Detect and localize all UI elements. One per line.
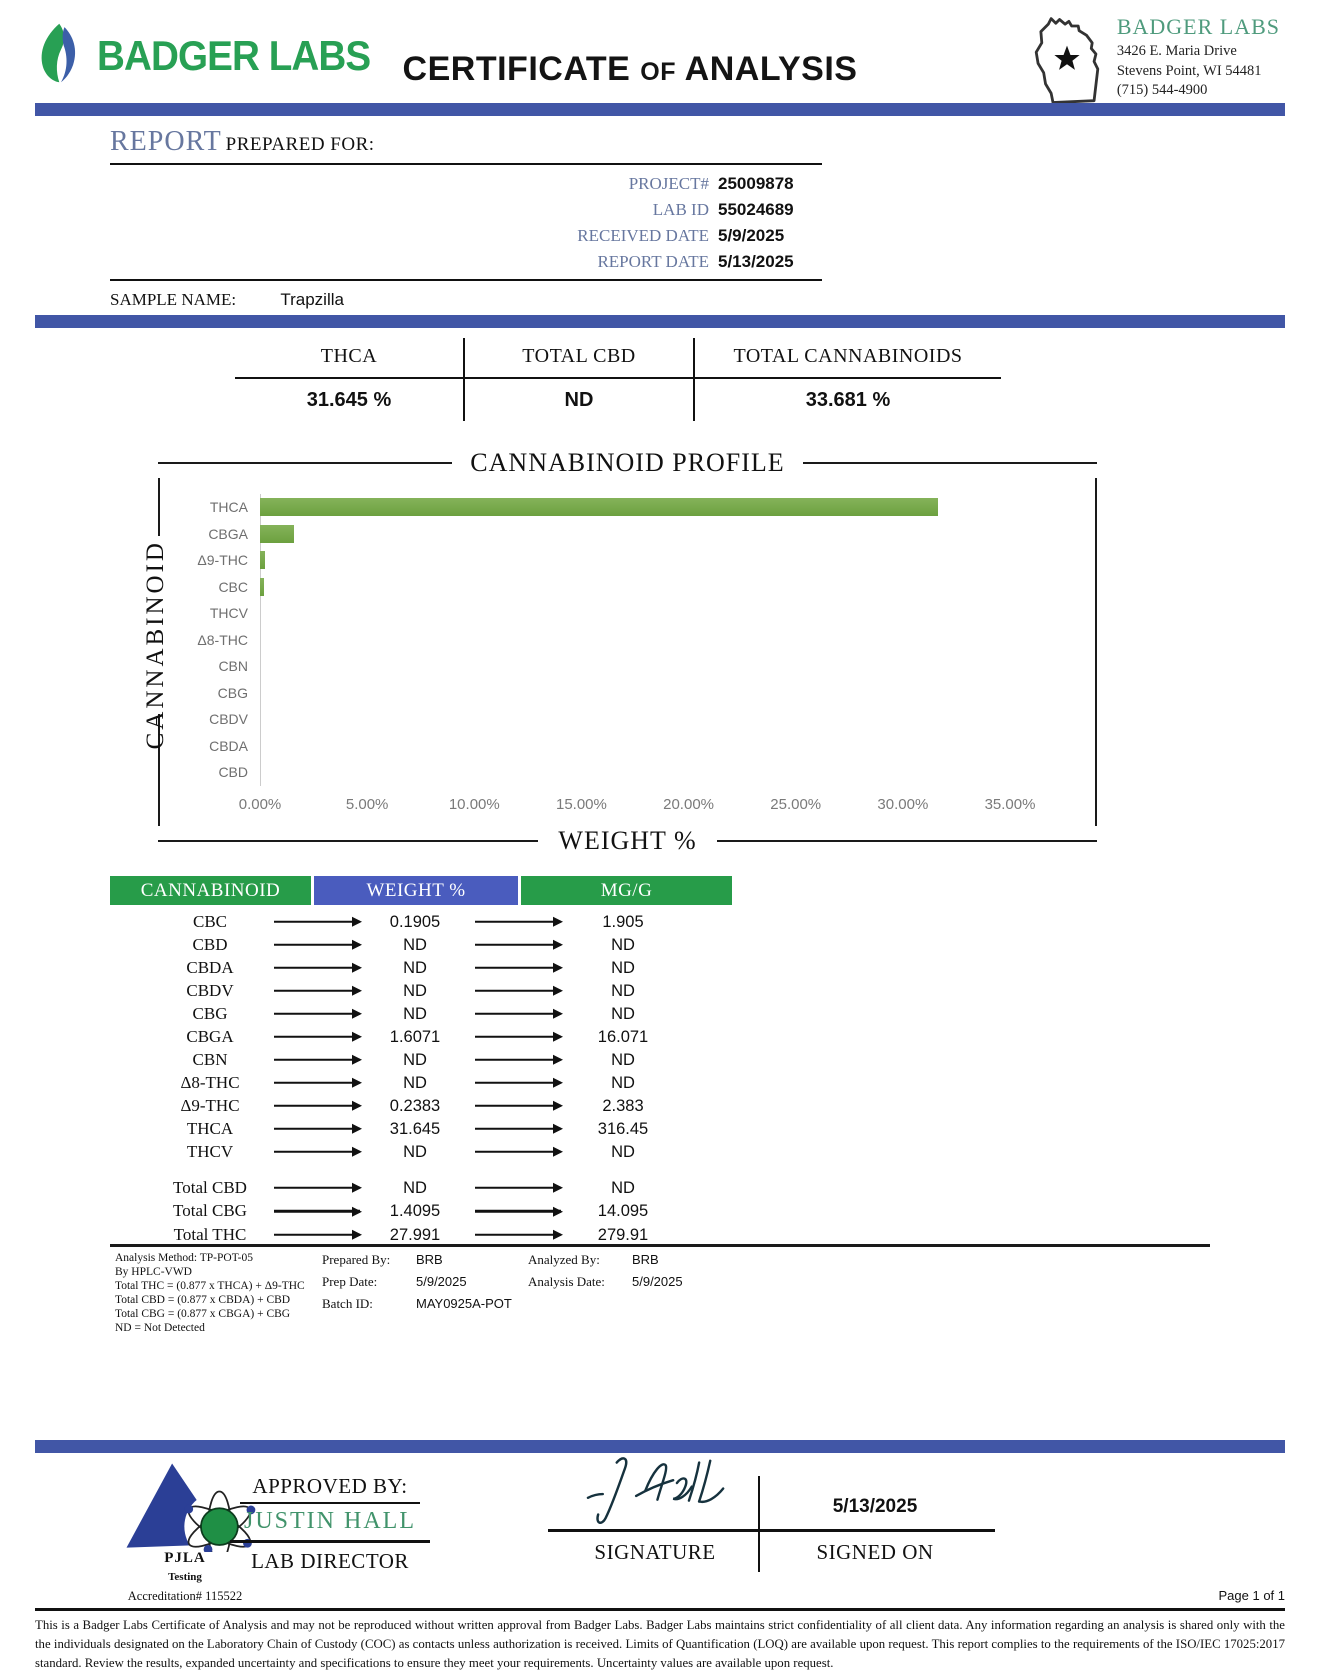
mg-per-g-value: 2.383	[602, 1096, 644, 1115]
pjla-accreditation-number: Accreditation# 115522	[127, 1589, 243, 1603]
lab-phone: (715) 544-4900	[1116, 82, 1208, 99]
footnote-value: BRB	[632, 1252, 659, 1267]
chart-category-label: CBG	[217, 684, 248, 701]
chart-y-axis-label: CANNABINOID	[142, 540, 169, 750]
results-table-header	[110, 876, 732, 905]
arrow-right-icon	[475, 989, 561, 992]
chart-category-label: CBN	[218, 658, 248, 675]
chart-plot-area	[158, 494, 1095, 786]
divider-band-middle	[35, 315, 1285, 328]
divider-band-top	[35, 103, 1285, 116]
arrow-right-icon	[475, 1081, 561, 1084]
mg-per-g-value: ND	[611, 1142, 635, 1161]
results-row	[110, 1025, 732, 1048]
chart-bar-track	[260, 547, 1010, 574]
results-header-cell: MG/G	[521, 876, 732, 905]
wisconsin-state-icon	[1025, 14, 1109, 114]
arrow-right-icon	[274, 1012, 360, 1015]
chart-bar-track	[260, 759, 1010, 786]
results-header-cell: CANNABINOID	[110, 876, 311, 905]
method-note-line: By HPLC-VWD	[115, 1266, 192, 1278]
footnote-label: Analyzed By:	[528, 1252, 600, 1267]
lab-name: BADGER LABS	[1116, 14, 1280, 39]
lab-address-line1: 3426 E. Maria Drive	[1116, 43, 1237, 59]
results-row	[110, 1071, 732, 1094]
method-note-line: Total THC = (0.877 x THCA) + Δ9-THC	[115, 1280, 305, 1292]
results-table-totals	[110, 1176, 732, 1247]
lab-address-line2: Stevens Point, WI 54481	[1116, 62, 1262, 79]
cannabinoid-name: CBD	[192, 934, 228, 954]
mg-per-g-value: 14.095	[597, 1202, 649, 1221]
cannabinoid-name: Total CBG	[173, 1201, 247, 1221]
arrow-right-icon	[475, 1150, 561, 1153]
arrow-right-icon	[475, 1104, 561, 1107]
cannabinoid-name: Total CBD	[173, 1177, 247, 1197]
chart-x-tick: 5.00%	[345, 795, 389, 813]
cannabinoid-name: CBDA	[186, 957, 234, 977]
weight-percent-value: ND	[403, 1142, 427, 1161]
mg-per-g-value: ND	[611, 1178, 635, 1197]
arrow-right-icon	[475, 943, 561, 946]
results-row	[110, 933, 732, 956]
results-row	[110, 1140, 732, 1163]
signature-line	[548, 1529, 995, 1532]
arrow-right-icon	[274, 1058, 360, 1061]
results-row	[110, 910, 732, 933]
meta-value: 5/13/2025	[718, 252, 794, 271]
potency-summary	[235, 338, 1001, 421]
chart-bar-row	[158, 521, 1095, 548]
report-meta-row	[110, 171, 822, 197]
chart-x-tick: 15.00%	[555, 795, 607, 813]
chart-category-label: CBGA	[208, 525, 248, 542]
footnote-row	[528, 1252, 683, 1274]
mg-per-g-value: ND	[611, 935, 635, 954]
results-row	[110, 979, 732, 1002]
approved-by-label: APPROVED BY:	[240, 1474, 419, 1504]
results-total-row	[110, 1200, 732, 1224]
approved-by-block	[230, 1474, 430, 1574]
summary-header: TOTAL CANNABINOIDS	[695, 338, 1001, 379]
chart-x-tick: 30.00%	[877, 795, 929, 813]
sample-name-row	[110, 290, 822, 310]
chart-bar-row	[158, 494, 1095, 521]
weight-percent-value: ND	[403, 1050, 427, 1069]
chart-bar-track	[260, 706, 1010, 733]
weight-percent-value: ND	[403, 935, 427, 954]
arrow-right-icon	[475, 1012, 561, 1015]
signature-icon	[575, 1448, 751, 1535]
meta-value: 5/9/2025	[718, 226, 785, 245]
results-row	[110, 956, 732, 979]
report-block	[110, 126, 822, 310]
method-note-line: Total CBD = (0.877 x CBDA) + CBD	[115, 1294, 291, 1306]
method-note-line: Total CBG = (0.877 x CBGA) + CBG	[115, 1308, 291, 1320]
chart-x-tick: 0.00%	[238, 795, 282, 813]
chart-bar-track	[260, 600, 1010, 627]
arrow-right-icon	[274, 1187, 360, 1190]
weight-percent-value: ND	[403, 981, 427, 1000]
results-row	[110, 1048, 732, 1071]
chart-x-tick: 10.00%	[448, 795, 500, 813]
signed-on-label: SIGNED ON	[816, 1540, 934, 1564]
chart-bar-row	[158, 574, 1095, 601]
arrow-right-icon	[274, 1035, 360, 1038]
footnote-label: Prep Date:	[322, 1274, 378, 1289]
footnote-value: MAY0925A-POT	[416, 1296, 512, 1311]
chart-category-label: THCA	[209, 499, 248, 516]
results-total-row	[110, 1176, 732, 1200]
chart-x-axis-ticks	[238, 790, 1036, 820]
footnote-row	[528, 1274, 683, 1296]
weight-percent-value: 27.991	[389, 1225, 441, 1244]
arrow-right-icon	[475, 1210, 561, 1213]
arrow-right-icon	[475, 1035, 561, 1038]
cannabinoid-profile-chart	[142, 448, 1097, 856]
footnote-label: Prepared By:	[322, 1252, 391, 1267]
cannabinoid-name: CBN	[192, 1049, 228, 1069]
meta-label: REPORT DATE	[597, 252, 709, 271]
chart-bar-row	[158, 680, 1095, 707]
weight-percent-value: 1.6071	[389, 1027, 441, 1046]
chart-category-label: Δ8-THC	[197, 631, 248, 648]
summary-value: ND	[564, 389, 594, 411]
chart-category-label: CBC	[218, 578, 248, 595]
footer-divider-line	[35, 1608, 1285, 1611]
report-meta-row	[110, 223, 822, 249]
page-title: CERTIFICATE OF ANALYSIS	[402, 50, 858, 88]
chart-category-label: THCV	[209, 605, 248, 622]
weight-percent-value: ND	[403, 1178, 427, 1197]
mg-per-g-value: 1.905	[602, 912, 644, 931]
chart-x-tick: 35.00%	[984, 795, 1036, 813]
logo-text: BADGER LABS	[97, 31, 371, 79]
results-table-endline	[110, 1244, 1210, 1247]
mg-per-g-value: ND	[611, 1050, 635, 1069]
chart-bar-row	[158, 706, 1095, 733]
analyzed-by-block	[528, 1252, 683, 1296]
arrow-right-icon	[475, 1058, 561, 1061]
weight-percent-value: 0.1905	[389, 912, 441, 931]
meta-label: RECEIVED DATE	[577, 226, 709, 245]
cannabinoid-name: Δ9-THC	[180, 1095, 240, 1115]
footnote-value: 5/9/2025	[416, 1274, 467, 1289]
analysis-method-notes	[115, 1251, 305, 1335]
badger-labs-logo	[35, 22, 394, 89]
arrow-right-icon	[274, 1081, 360, 1084]
results-row	[110, 1002, 732, 1025]
arrow-right-icon	[274, 1127, 360, 1130]
results-table-rows	[110, 910, 732, 1163]
chart-bar-row	[158, 733, 1095, 760]
chart-category-label: CBDV	[209, 711, 248, 728]
report-meta-row	[110, 197, 822, 223]
chart-category-label: Δ9-THC	[197, 552, 248, 569]
method-note-line: ND = Not Detected	[115, 1322, 205, 1334]
mg-per-g-value: ND	[611, 958, 635, 977]
footnote-label: Batch ID:	[322, 1296, 373, 1311]
chart-bar-track	[260, 574, 1010, 601]
chart-bar	[260, 578, 264, 596]
approver-name: JUSTIN HALL	[230, 1508, 430, 1543]
summary-column	[235, 338, 463, 421]
chart-bar-row	[158, 653, 1095, 680]
arrow-right-icon	[274, 1104, 360, 1107]
meta-label: LAB ID	[652, 200, 709, 219]
chart-bar-track	[260, 680, 1010, 707]
results-row	[110, 1117, 732, 1140]
footer-disclaimer: This is a Badger Labs Certificate of Analysis and may not be reproduced without written approval from Badger Labs. Badger Labs maintains strict confidentiality of all client data. Any information regarding an analysis is shared only with the the individuals designated on the Laboratory Chain of Custody (COC) as contacts unless authorization is received. Limits of Quantification (LOQ) are available upon request. This report complies to the requirements of the ISO/IEC 17025:2017 standard. Review the results, expanded uncertainty and specifications to ensure they meet your requirements. Uncertainty values are available upon request.	[35, 1618, 1285, 1671]
arrow-right-icon	[274, 943, 360, 946]
cannabinoid-name: CBGA	[186, 1026, 234, 1046]
cannabinoid-name: CBG	[192, 1003, 228, 1023]
arrow-right-icon	[475, 1127, 561, 1130]
summary-value: 33.681 %	[805, 389, 891, 411]
cannabinoid-name: THCV	[186, 1141, 234, 1161]
chart-bar-track	[260, 653, 1010, 680]
arrow-right-icon	[274, 1150, 360, 1153]
cannabinoid-name: Total THC	[173, 1224, 247, 1244]
summary-header: THCA	[235, 338, 463, 379]
arrow-right-icon	[475, 920, 561, 923]
chart-category-label: CBD	[218, 764, 248, 781]
prepared-by-block	[322, 1252, 512, 1318]
sample-name-label: SAMPLE NAME:	[110, 290, 237, 309]
arrow-right-icon	[274, 920, 360, 923]
report-meta-row	[110, 249, 822, 275]
page-number: Page 1 of 1	[1218, 1588, 1285, 1603]
pjla-sub: Testing	[168, 1571, 202, 1583]
signature-divider-line	[758, 1476, 760, 1572]
footnote-value: BRB	[416, 1252, 443, 1267]
arrow-right-icon	[475, 1187, 561, 1190]
footnote-row	[322, 1252, 512, 1274]
report-meta-fields	[110, 165, 822, 281]
approver-role: LAB DIRECTOR	[251, 1549, 409, 1573]
badger-leaf-icon	[35, 22, 87, 89]
chart-category-label: CBDA	[209, 737, 248, 754]
cannabinoid-name: THCA	[186, 1118, 234, 1138]
arrow-right-icon	[274, 989, 360, 992]
mg-per-g-value: ND	[611, 1073, 635, 1092]
meta-label: PROJECT#	[628, 174, 709, 193]
weight-percent-value: 31.645	[389, 1119, 441, 1138]
arrow-right-icon	[274, 966, 360, 969]
weight-percent-value: ND	[403, 1073, 427, 1092]
results-table	[110, 876, 732, 1247]
chart-x-tick: 25.00%	[770, 795, 822, 813]
arrow-right-icon	[475, 1234, 561, 1237]
chart-x-tick: 20.00%	[663, 795, 714, 813]
chart-bar	[260, 498, 938, 516]
chart-bar-track	[260, 627, 1010, 654]
cannabinoid-name: CBC	[192, 911, 228, 931]
report-title: REPORT PREPARED FOR:	[110, 126, 822, 165]
chart-title: CANNABINOID PROFILE	[470, 448, 785, 477]
meta-value: 55024689	[718, 200, 794, 219]
footnote-label: Analysis Date:	[528, 1274, 605, 1289]
footnote-row	[322, 1274, 512, 1296]
footnote-row	[322, 1296, 512, 1318]
chart-bar	[260, 551, 265, 569]
summary-column	[463, 338, 693, 421]
method-note-line: Analysis Method: TP-POT-05	[115, 1252, 254, 1264]
chart-bar-track	[260, 521, 1010, 548]
results-row	[110, 1094, 732, 1117]
weight-percent-value: ND	[403, 958, 427, 977]
signed-on-date: 5/13/2025	[832, 1496, 918, 1517]
mg-per-g-value: 316.45	[597, 1119, 649, 1138]
chart-bar-row	[158, 759, 1095, 786]
cannabinoid-name: CBDV	[186, 980, 234, 1000]
mg-per-g-value: 279.91	[597, 1225, 649, 1244]
cannabinoid-name: Δ8-THC	[180, 1072, 240, 1092]
chart-bar-track	[260, 733, 1010, 760]
sample-name-value: Trapzilla	[280, 290, 344, 309]
footnote-value: 5/9/2025	[632, 1274, 683, 1289]
mg-per-g-value: ND	[611, 981, 635, 1000]
chart-bar-row	[158, 547, 1095, 574]
meta-value: 25009878	[718, 174, 794, 193]
chart-bar	[260, 525, 294, 543]
chart-bar-row	[158, 600, 1095, 627]
chart-bar-track	[260, 494, 1010, 521]
weight-percent-value: 0.2383	[389, 1096, 441, 1115]
arrow-right-icon	[274, 1210, 360, 1213]
results-total-row	[110, 1223, 732, 1247]
summary-column	[693, 338, 1001, 421]
signature-label: SIGNATURE	[594, 1540, 716, 1564]
arrow-right-icon	[475, 966, 561, 969]
mg-per-g-value: ND	[611, 1004, 635, 1023]
mg-per-g-value: 16.071	[597, 1027, 649, 1046]
results-header-cell: WEIGHT %	[314, 876, 518, 905]
pjla-name: PJLA	[164, 1550, 206, 1566]
weight-percent-value: ND	[403, 1004, 427, 1023]
chart-x-axis-label: WEIGHT %	[558, 825, 697, 855]
weight-percent-value: 1.4095	[389, 1202, 441, 1221]
arrow-right-icon	[274, 1234, 360, 1237]
chart-bar-row	[158, 627, 1095, 654]
summary-value: 31.645 %	[306, 389, 392, 411]
summary-header: TOTAL CBD	[465, 338, 693, 379]
lab-info-block	[1025, 14, 1280, 114]
